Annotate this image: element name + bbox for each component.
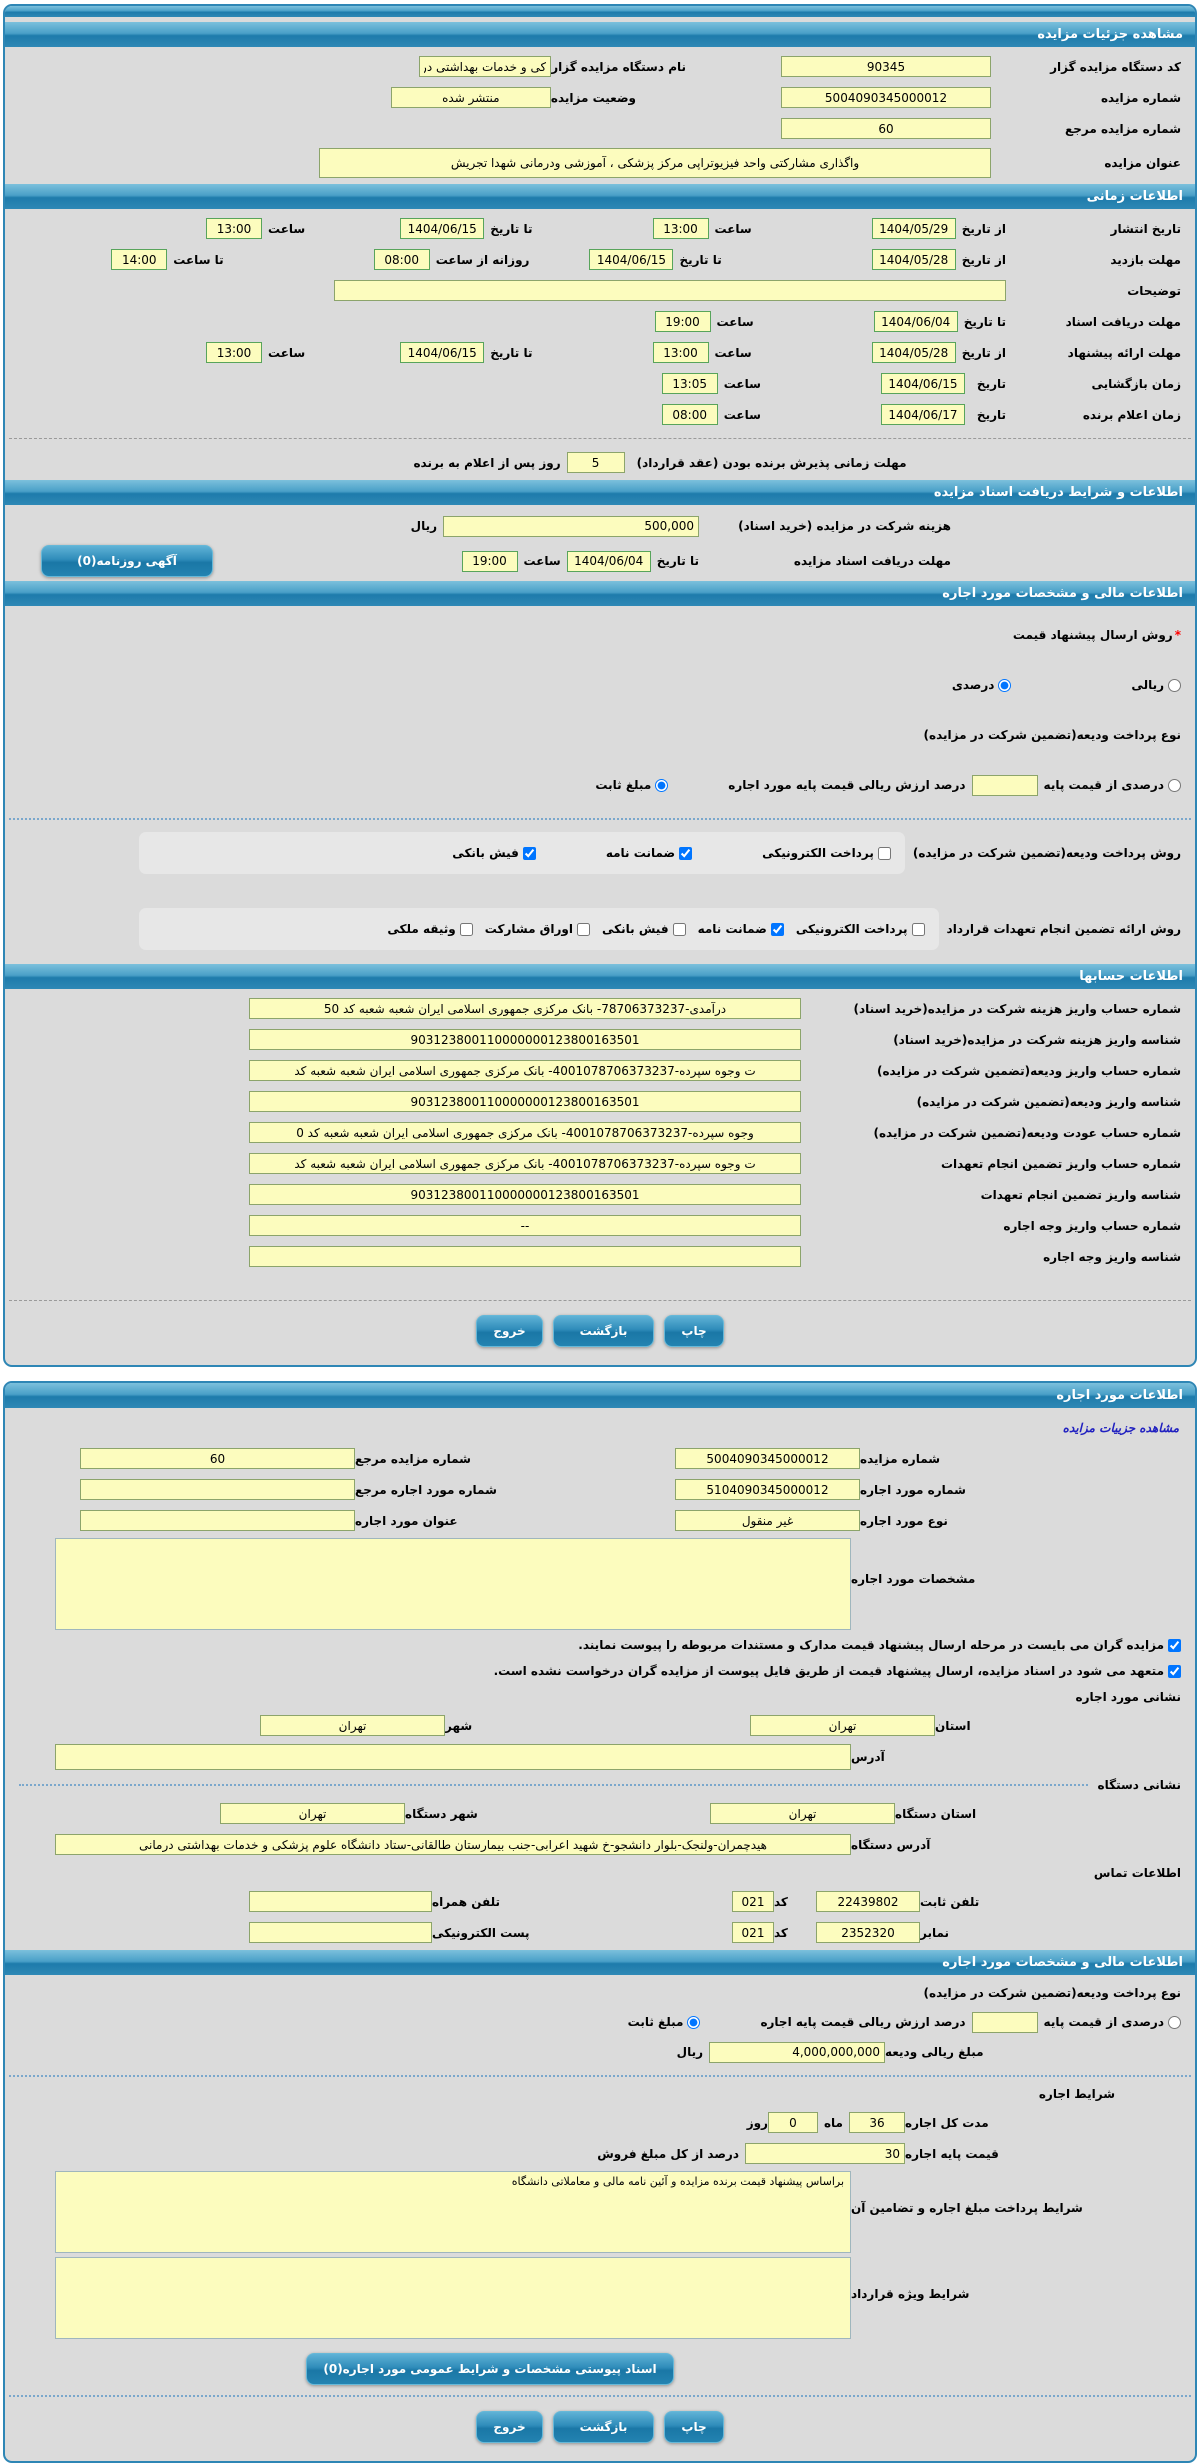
deposit-amount-row — [19, 2039, 1015, 2065]
area-code-label: کد — [774, 1894, 788, 1909]
to-date-label: تا تاریخ — [490, 345, 533, 360]
panel-top-bar — [5, 6, 1195, 17]
date-label: تاریخ — [976, 407, 1006, 422]
percent-radio-label: درصدی — [951, 678, 995, 692]
divider — [9, 438, 1191, 439]
fixed-amount-radio-option[interactable] — [595, 778, 668, 792]
account-row — [19, 1181, 1181, 1208]
receive-docs-label: مهلت دریافت اسناد — [1065, 314, 1181, 329]
note-row-1 — [19, 1634, 1181, 1656]
account-row-label: شناسه واریز وجه اجاره — [1043, 1249, 1181, 1264]
docs-deadline-time-field[interactable] — [462, 551, 518, 572]
base-percent-radio-label-2: درصدی از قیمت پایه — [1043, 2015, 1164, 2029]
special-terms-field[interactable] — [55, 2257, 851, 2339]
auction-number-field[interactable] — [675, 1448, 860, 1469]
section-header-financial-2 — [5, 1950, 1195, 1975]
auctioneer-name-field[interactable] — [419, 56, 551, 77]
price-method-row — [19, 612, 1181, 658]
accept-deadline-suffix: روز پس از اعلام به برنده — [413, 455, 561, 470]
area-code-label: کد — [774, 1925, 788, 1940]
pay-guarantee-letter-option[interactable] — [606, 846, 692, 860]
account-row — [19, 1243, 1181, 1270]
offer-deadline-label: مهلت ارائه پیشنهاد — [1067, 345, 1181, 360]
general-row-1 — [19, 53, 1181, 80]
from-date-label: از تاریخ — [961, 345, 1006, 360]
account-row — [19, 1088, 1181, 1115]
docs-terms-header-text: اطلاعات و شرایط دریافت اسناد مزایده — [933, 485, 1183, 500]
hour-label: ساعت — [723, 407, 761, 422]
rental-item-ref-label: شماره مورد اجاره مرجع — [355, 1482, 497, 1497]
guarantee-property-checkbox[interactable] — [460, 923, 473, 936]
description-field[interactable] — [334, 280, 1006, 301]
city-label: شهر — [445, 1718, 473, 1733]
general-row-3 — [19, 115, 1181, 142]
base-percent-field[interactable] — [972, 775, 1038, 796]
email-field[interactable] — [249, 1922, 432, 1943]
org-city-field[interactable] — [220, 1803, 405, 1824]
guarantee-property-option[interactable] — [387, 922, 472, 936]
account-row — [19, 995, 1181, 1022]
publish-from-date-field[interactable] — [872, 218, 956, 239]
offer-to-date-field[interactable] — [400, 342, 484, 363]
account-row-field[interactable] — [249, 1060, 801, 1081]
special-terms-label: شرایط ویژه قرارداد — [851, 2287, 970, 2301]
guarantee-method-row — [19, 908, 1181, 950]
deposit-amount-label: مبلغ ریالی ودیعه — [885, 2045, 984, 2059]
rental-row-1 — [19, 1445, 1015, 1472]
base-rent-price-field[interactable] — [745, 2143, 905, 2164]
deposit-type-label-2: نوع پرداخت ودیعه(تضمین شرکت در مزایده) — [923, 1986, 1181, 2000]
base-percent-radio[interactable] — [1168, 779, 1181, 792]
rental-address-section-label: نشانی مورد اجاره — [1075, 1690, 1181, 1704]
section-header-auction-details — [5, 22, 1195, 47]
note-1-text: مزایده گران می بایست در مرحله ارسال پیشنهاد قیمت مدارک و مستندات مربوطه را پیوست نمایند. — [578, 1638, 1164, 1652]
pay-bank-slip-option[interactable] — [452, 846, 536, 860]
account-row-label: شماره حساب واریز وجه اجاره — [1003, 1218, 1181, 1233]
pay-guarantee-letter-checkbox[interactable] — [679, 847, 692, 860]
deposit-type-row-2 — [19, 1981, 1181, 2005]
print-button[interactable]: چاپ — [664, 1315, 723, 1347]
base-percent-radio-option[interactable] — [1044, 778, 1181, 792]
address-field[interactable] — [55, 1744, 851, 1770]
divider — [9, 1300, 1191, 1301]
page-title: مشاهده جزئیات مزایده — [1037, 27, 1183, 42]
note-1-checkbox[interactable] — [1168, 1639, 1181, 1652]
from-date-label: از تاریخ — [961, 252, 1006, 267]
org-address-field[interactable] — [55, 1834, 851, 1855]
section-header-financial-1 — [5, 581, 1195, 606]
pay-electronic-checkbox[interactable] — [878, 847, 891, 860]
rental-item-header-text: اطلاعات مورد اجاره — [1056, 1388, 1183, 1403]
base-percent-radio-option-2[interactable] — [1044, 2015, 1181, 2029]
visit-from-date-field[interactable] — [872, 249, 956, 270]
attachments-button-row — [5, 2353, 1195, 2385]
section-header-rental-item — [5, 1383, 1195, 1408]
account-row-label: شماره حساب واریز تضمین انجام تعهدات — [940, 1156, 1181, 1171]
deposit-type-options-row-2 — [19, 2009, 1181, 2035]
account-row-label: شماره حساب عودت ودیعه(تضمین شرکت در مزایده) — [873, 1125, 1181, 1140]
province-field[interactable] — [750, 1715, 935, 1736]
auction-ref-number-label: شماره مزایده مرجع — [1065, 121, 1181, 136]
winner-announce-label: زمان اعلام برنده — [1082, 407, 1181, 422]
pay-bank-slip-checkbox[interactable] — [523, 847, 536, 860]
fixed-amount-radio[interactable] — [655, 779, 668, 792]
participation-fee-field[interactable] — [443, 516, 699, 537]
section-header-docs-terms — [5, 480, 1195, 505]
base-percent-suffix: درصد ارزش ریالی قیمت پایه مورد اجاره — [728, 778, 966, 792]
city-field[interactable] — [260, 1715, 445, 1736]
date-label: تاریخ — [976, 376, 1006, 391]
visit-to-date-field[interactable] — [589, 249, 673, 270]
auction-details-panel — [3, 4, 1197, 1367]
guarantee-method-label: روش ارائه تضمین انجام تعهدات قرارداد — [946, 922, 1181, 936]
attachments-button[interactable]: اسناد پیوستی مشخصات و شرایط عمومی مورد اجاره(0) — [306, 2353, 673, 2385]
province-label: استان — [935, 1718, 971, 1733]
opening-date-field[interactable] — [881, 373, 965, 394]
guarantee-bank-slip-checkbox[interactable] — [673, 923, 686, 936]
general-row-2 — [19, 84, 1181, 111]
hour-label: ساعت — [723, 376, 761, 391]
visit-daily-from-field[interactable] — [374, 249, 430, 270]
rental-specs-field[interactable] — [55, 1538, 851, 1630]
publish-from-time-field[interactable] — [653, 218, 709, 239]
price-method-options-row — [19, 662, 1181, 708]
pay-bank-slip-label: فیش بانکی — [452, 846, 519, 860]
percent-radio-option[interactable] — [952, 678, 1012, 692]
fixed-amount-radio-option-2[interactable] — [628, 2015, 701, 2029]
payment-terms-row — [19, 2171, 1181, 2253]
special-terms-row — [19, 2257, 1181, 2339]
auction-number-label: شماره مزایده — [1100, 90, 1181, 105]
view-auction-details-link[interactable]: مشاهده جزییات مزایده — [1062, 1420, 1179, 1435]
winner-time-field[interactable] — [662, 404, 718, 425]
financial-2-header-text: اطلاعات مالی و مشخصات مورد اجاره — [942, 1955, 1183, 1970]
opening-time-field[interactable] — [662, 373, 718, 394]
guarantee-letter-option[interactable] — [698, 922, 784, 936]
offer-deadline-row — [19, 339, 1181, 366]
newspaper-ad-button[interactable]: آگهی روزنامه(0) — [41, 545, 213, 577]
note-2-text: متعهد می شود در اسناد مزایده، ارسال پیشنهاد قیمت از طریق فایل پیوست از مزایده گران درخواست نشده است. — [493, 1664, 1164, 1678]
account-row-field[interactable] — [249, 1246, 801, 1267]
accept-deadline-field[interactable] — [567, 452, 625, 473]
exit-button[interactable]: خروج — [476, 2411, 542, 2443]
divider — [9, 2395, 1191, 2397]
contact-section-label: اطلاعات تماس — [1093, 1866, 1181, 1880]
account-row-field[interactable] — [249, 998, 801, 1019]
winner-announce-row — [19, 401, 1181, 428]
section-header-accounts — [5, 964, 1195, 989]
rent-terms-section-label: شرایط اجاره — [1038, 2087, 1115, 2101]
auction-ref-number-field[interactable] — [80, 1448, 355, 1469]
fax-code-field[interactable] — [732, 1922, 774, 1943]
financial-1-header-text: اطلاعات مالی و مشخصات مورد اجاره — [942, 586, 1183, 601]
visit-row — [19, 246, 1181, 273]
auctioneer-code-label: کد دستگاه مزایده گزار — [1050, 59, 1181, 74]
print-button[interactable]: چاپ — [664, 2411, 723, 2443]
guarantee-method-band — [139, 908, 939, 950]
account-row-field[interactable] — [249, 1029, 801, 1050]
guarantee-bank-slip-label: فیش بانکی — [602, 922, 669, 936]
guarantee-letter-label: ضمانت نامه — [697, 922, 767, 936]
auction-status-field[interactable] — [391, 87, 551, 108]
percent-radio[interactable] — [998, 679, 1011, 692]
month-label: ماه — [823, 2115, 843, 2130]
pay-method-label: روش پرداخت ودیعه(تضمین شرکت در مزایده) — [912, 846, 1181, 860]
rental-province-city-row — [19, 1712, 1015, 1739]
rial-radio-option[interactable] — [1131, 678, 1181, 692]
general-row-4 — [19, 146, 1181, 180]
panel2-buttons-row — [5, 2411, 1195, 2443]
guarantee-bonds-option[interactable] — [485, 922, 590, 936]
org-province-city-row — [19, 1800, 1015, 1827]
back-button[interactable]: بازگشت — [553, 1315, 655, 1347]
rent-duration-label: مدت کل اجاره — [905, 2115, 989, 2130]
to-date-label: تا تاریخ — [656, 554, 699, 568]
account-row-field[interactable] — [249, 1184, 801, 1205]
rental-address-row — [19, 1743, 1181, 1770]
note-2-option[interactable] — [494, 1664, 1181, 1678]
note-2-checkbox[interactable] — [1168, 1665, 1181, 1678]
deposit-type-options-row — [19, 762, 1181, 808]
fixed-amount-radio-2[interactable] — [687, 2016, 700, 2029]
section-header-timing — [5, 184, 1195, 209]
rent-duration-days-field[interactable] — [768, 2112, 818, 2133]
base-percent-radio-2[interactable] — [1168, 2016, 1181, 2029]
base-percent-radio-label: درصدی از قیمت پایه — [1043, 778, 1164, 792]
rental-item-type-label: نوع مورد اجاره — [860, 1513, 948, 1528]
org-address-row — [19, 1831, 1181, 1858]
rent-duration-months-field[interactable] — [849, 2112, 905, 2133]
base-rent-price-label: قیمت پایه اجاره — [905, 2146, 999, 2161]
deposit-type-label: نوع پرداخت ودیعه(تضمین شرکت در مزایده) — [923, 728, 1181, 742]
rental-item-ref-field[interactable] — [80, 1479, 355, 1500]
receive-docs-date-field[interactable] — [874, 311, 958, 332]
offer-from-time-field[interactable] — [653, 342, 709, 363]
auctioneer-name-label: نام دستگاه مزایده گزار — [551, 59, 686, 74]
timing-header-text: اطلاعات زمانی — [1086, 189, 1183, 204]
pay-guarantee-letter-label: ضمانت نامه — [605, 846, 676, 860]
phone-row — [19, 1888, 1015, 1915]
offer-from-date-field[interactable] — [872, 342, 956, 363]
rial-unit-label: ریال — [410, 519, 437, 533]
fixed-amount-radio-label: مبلغ ثابت — [595, 778, 652, 792]
account-row-field[interactable] — [249, 1122, 801, 1143]
mobile-label: تلفن همراه — [432, 1894, 501, 1909]
account-row-label: شناسه واریز تضمین انجام تعهدات — [980, 1187, 1181, 1202]
rental-specs-row — [19, 1538, 1181, 1630]
guarantee-electronic-checkbox[interactable] — [912, 923, 925, 936]
accept-deadline-label: مهلت زمانی پذیرش برنده بودن (عقد قرارداد) — [636, 455, 907, 470]
rental-item-number-field[interactable] — [675, 1479, 860, 1500]
visit-label: مهلت بازدید — [1110, 252, 1181, 267]
pay-electronic-label: پرداخت الکترونیکی — [762, 846, 874, 860]
account-row-field[interactable] — [249, 1215, 801, 1236]
divider — [9, 818, 1191, 820]
required-asterisk: * — [1174, 628, 1181, 642]
docs-deadline-label: مهلت دریافت اسناد مزایده — [793, 554, 951, 568]
hour-label: ساعت — [714, 221, 752, 236]
hour-label: ساعت — [268, 221, 306, 236]
rental-item-title-field[interactable] — [80, 1510, 355, 1531]
exit-button[interactable]: خروج — [476, 1315, 542, 1347]
deposit-type-row — [19, 712, 1181, 758]
receive-docs-row — [19, 308, 1181, 335]
email-label: پست الکترونیکی — [432, 1925, 530, 1940]
pay-electronic-option[interactable] — [762, 846, 891, 860]
auction-number-label: شماره مزایده — [860, 1451, 941, 1466]
rental-item-number-label: شماره مورد اجاره — [860, 1482, 966, 1497]
pay-method-row — [19, 832, 1181, 874]
phone-label: تلفن ثابت — [920, 1894, 980, 1909]
rial-radio-label: ریالی — [1131, 678, 1164, 692]
receive-docs-time-field[interactable] — [655, 311, 711, 332]
divider — [9, 2075, 1191, 2077]
guarantee-property-label: وثیقه ملکی — [387, 922, 456, 936]
payment-terms-label: شرایط پرداخت مبلغ اجاره و تضامین آن — [851, 2201, 1083, 2215]
accept-deadline-row — [19, 449, 1181, 476]
rial-unit-label: ریال — [676, 2045, 703, 2059]
description-row — [19, 277, 1181, 304]
guarantee-bonds-label: اوراق مشارکت — [484, 922, 574, 936]
docs-deadline-row — [19, 545, 1181, 577]
rental-row-3 — [19, 1507, 1015, 1534]
rial-radio[interactable] — [1168, 679, 1181, 692]
opening-time-label: زمان بازگشایی — [1091, 376, 1181, 391]
org-province-field[interactable] — [710, 1803, 895, 1824]
docs-deadline-date-field[interactable] — [567, 551, 651, 572]
note-row-2 — [19, 1660, 1181, 1682]
phone-field[interactable] — [816, 1891, 920, 1912]
fax-label: نمابر — [920, 1925, 950, 1940]
org-address-divider-row — [19, 1778, 1181, 1792]
pay-method-band — [139, 832, 905, 874]
view-auction-details-row — [19, 1414, 1179, 1441]
to-date-label: تا تاریخ — [963, 314, 1006, 329]
note-1-option[interactable] — [578, 1638, 1181, 1652]
org-city-label: شهر دستگاه — [405, 1806, 478, 1821]
rental-item-type-field[interactable] — [675, 1510, 860, 1531]
daily-from-hour-label: روزانه از ساعت — [435, 252, 530, 267]
auction-title-label: عنوان مزایده — [1104, 156, 1181, 170]
account-row — [19, 1057, 1181, 1084]
visit-daily-to-field[interactable] — [111, 249, 167, 270]
guarantee-letter-checkbox[interactable] — [771, 923, 784, 936]
winner-date-field[interactable] — [881, 404, 965, 425]
panel1-buttons-row — [5, 1315, 1195, 1347]
publish-date-row — [19, 215, 1181, 242]
fax-row — [19, 1919, 1015, 1946]
rent-duration-row — [19, 2109, 1015, 2136]
org-address-label: آدرس دستگاه — [851, 1837, 931, 1852]
fax-field[interactable] — [816, 1922, 920, 1943]
payment-terms-field[interactable] — [55, 2171, 851, 2253]
account-row — [19, 1212, 1181, 1239]
account-row-label: شماره حساب واریز هزینه شرکت در مزایده(خرید اسناد) — [853, 1001, 1181, 1016]
from-date-label: از تاریخ — [961, 221, 1006, 236]
publish-to-date-field[interactable] — [400, 218, 484, 239]
publish-date-label: تاریخ انتشار — [1110, 221, 1181, 236]
account-row-label: شناسه واریز هزینه شرکت در مزایده(خرید اسناد) — [893, 1032, 1181, 1047]
auction-title-field[interactable] — [319, 148, 991, 178]
account-row-field[interactable] — [249, 1091, 801, 1112]
org-address-section-label: نشانی دستگاه — [1097, 1778, 1181, 1792]
to-date-label: تا تاریخ — [679, 252, 722, 267]
opening-time-row — [19, 370, 1181, 397]
base-rent-price-row — [19, 2140, 1015, 2167]
rental-row-2 — [19, 1476, 1015, 1503]
hour-label: ساعت — [716, 314, 754, 329]
rental-item-title-label: عنوان مورد اجاره — [355, 1513, 458, 1528]
back-button[interactable]: بازگشت — [553, 2411, 655, 2443]
account-row-label: شناسه واریز ودیعه(تضمین شرکت در مزایده) — [916, 1094, 1181, 1109]
base-percent-field-2[interactable] — [972, 2012, 1038, 2033]
base-percent-suffix-2: درصد ارزش ریالی قیمت پایه اجاره — [760, 2015, 966, 2029]
phone-code-field[interactable] — [732, 1891, 774, 1912]
account-row — [19, 1150, 1181, 1177]
to-hour-label: تا ساعت — [173, 252, 224, 267]
auction-ref-number-label: شماره مزایده مرجع — [355, 1451, 471, 1466]
base-rent-price-suffix: درصد از کل مبلغ فروش — [597, 2146, 739, 2161]
mobile-field[interactable] — [249, 1891, 432, 1912]
fee-row — [19, 511, 1181, 541]
publish-to-time-field[interactable] — [206, 218, 262, 239]
rental-item-panel — [3, 1381, 1197, 2463]
rental-specs-label: مشخصات مورد اجاره — [851, 1572, 976, 1586]
to-date-label: تا تاریخ — [490, 221, 533, 236]
auction-number-field[interactable] — [781, 87, 991, 108]
account-row — [19, 1119, 1181, 1146]
day-label: روز — [746, 2115, 768, 2130]
price-method-label: روش ارسال پیشنهاد قیمت — [1012, 628, 1173, 642]
account-row — [19, 1026, 1181, 1053]
fixed-amount-radio-label-2: مبلغ ثابت — [627, 2015, 684, 2029]
participation-fee-label: هزینه شرکت در مزایده (خرید اسناد) — [738, 519, 951, 533]
divider — [19, 1784, 1088, 1786]
auctioneer-code-field[interactable] — [781, 56, 991, 77]
guarantee-bank-slip-option[interactable] — [602, 922, 686, 936]
account-row-field[interactable] — [249, 1153, 801, 1174]
guarantee-electronic-option[interactable] — [796, 922, 925, 936]
guarantee-bonds-checkbox[interactable] — [577, 923, 590, 936]
hour-label: ساعت — [268, 345, 306, 360]
org-province-label: استان دستگاه — [895, 1806, 977, 1821]
accounts-header-text: اطلاعات حسابها — [1079, 969, 1183, 984]
description-label: توضیحات — [1127, 283, 1181, 298]
auction-status-label: وضعیت مزایده — [550, 90, 636, 105]
auction-ref-number-field[interactable] — [781, 118, 991, 139]
account-row-label: شماره حساب واریز ودیعه(تضمین شرکت در مزایده) — [876, 1063, 1181, 1078]
deposit-amount-field[interactable] — [709, 2042, 885, 2063]
hour-label: ساعت — [714, 345, 752, 360]
guarantee-electronic-label: پرداخت الکترونیکی — [795, 922, 908, 936]
hour-label: ساعت — [523, 554, 561, 568]
spacer — [5, 1274, 1195, 1290]
address-label: آدرس — [851, 1749, 885, 1764]
offer-to-time-field[interactable] — [206, 342, 262, 363]
